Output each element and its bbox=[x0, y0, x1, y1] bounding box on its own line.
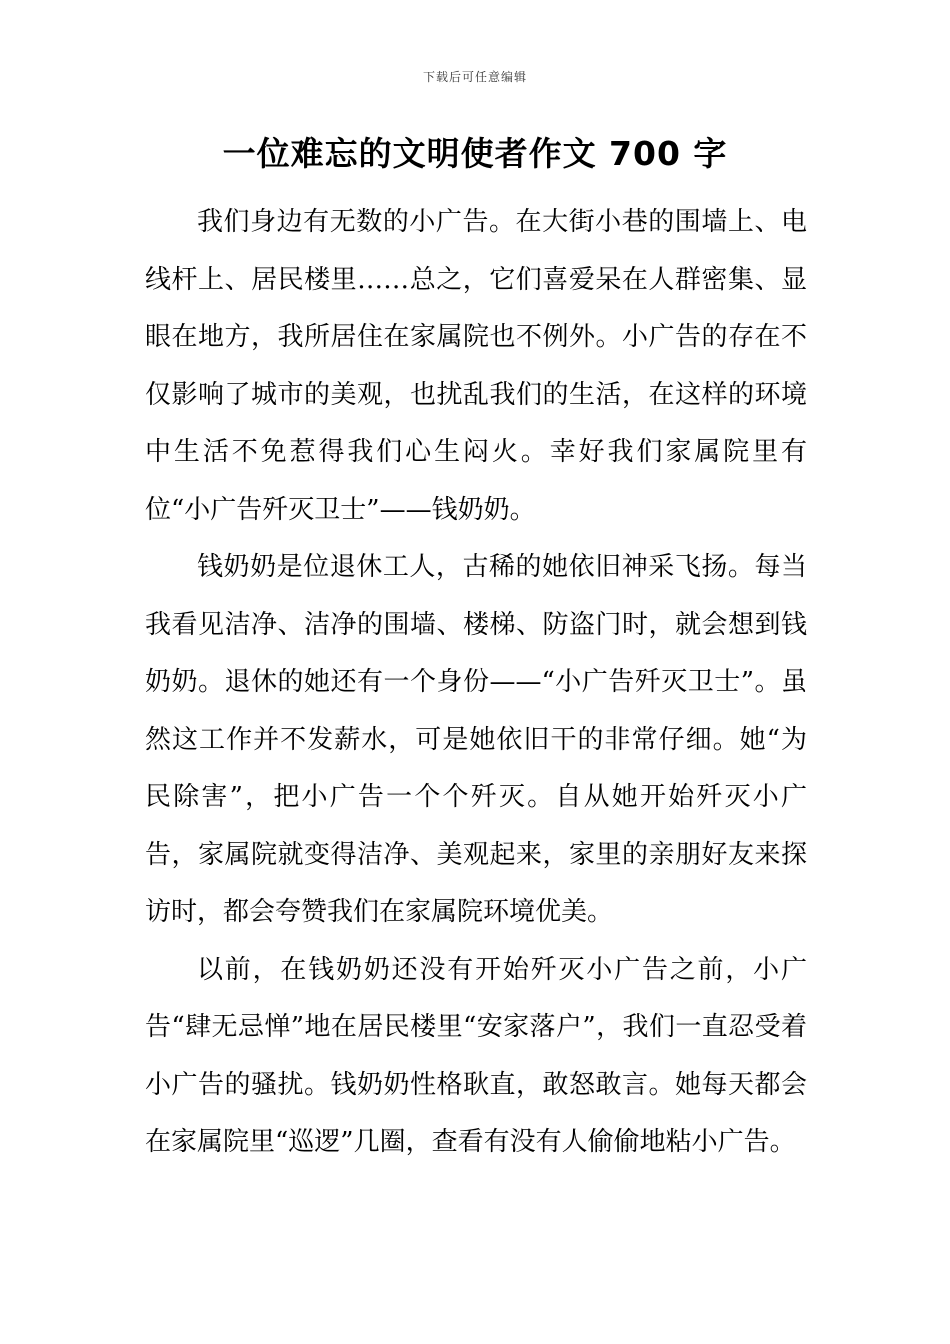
document-title: 一位难忘的文明使者作文 700 字 bbox=[222, 134, 728, 173]
paragraph-3: 以前，在钱奶奶还没有开始歼灭小广告之前，小广告“肆无忌惮”地在居民楼里“安家落户”，我们一直忍受着小广告的骚扰。钱奶奶性格耿直，敢怒敢言。她每天都会在家属院里“巡逻”几圈，查看有没有人偷偷地粘小广告。 bbox=[145, 954, 807, 1157]
document-body bbox=[145, 194, 807, 1172]
header-note: 下载后可任意编辑 bbox=[422, 70, 527, 84]
paragraph-2: 钱奶奶是位退休工人，古稀的她依旧神采飞扬。每当我看见洁净、洁净的围墙、楼梯、防盗门时，就会想到钱奶奶。退休的她还有一个身份——“小广告歼灭卫士”。虽然这工作并不发薪水，可是她依旧干的非常仔细。她“为民除害”，把小广告一个个歼灭。自从她开始歼灭小广告，家属院就变得洁净、美观起来，家里的亲朋好友来探访时，都会夸赞我们在家属院环境优美。 bbox=[145, 552, 807, 927]
paragraph-1: 我们身边有无数的小广告。在大街小巷的围墙上、电线杆上、居民楼里……总之，它们喜爱呆在人群密集、显眼在地方，我所居住在家属院也不例外。小广告的存在不仅影响了城市的美观，也扰乱我们的生活，在这样的环境中生活不免惹得我们心生闷火。幸好我们家属院里有位“小广告歼灭卫士”——钱奶奶。 bbox=[145, 207, 807, 525]
